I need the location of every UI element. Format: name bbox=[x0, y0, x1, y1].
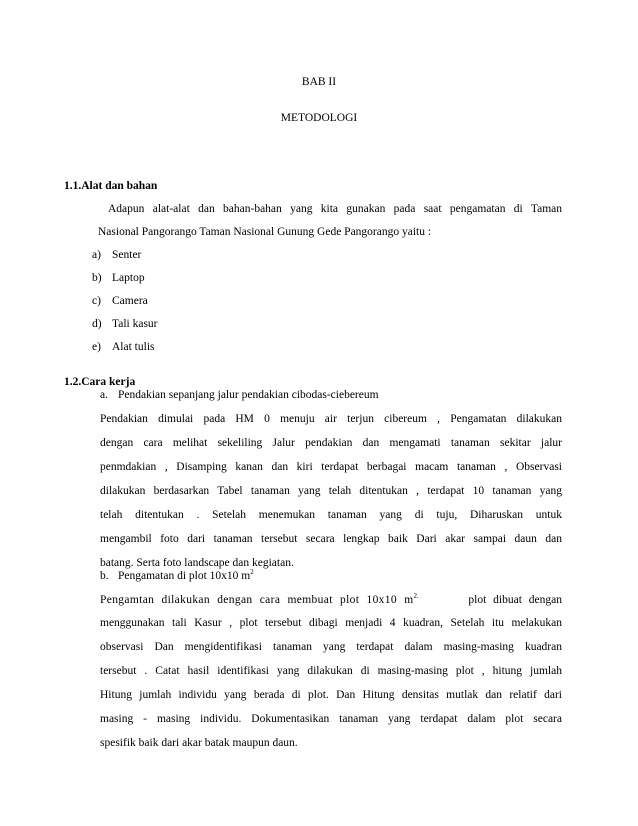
subsection-title-text: Pengamatan di plot 10x10 m bbox=[118, 570, 251, 582]
subsection-marker: b. bbox=[100, 570, 109, 582]
list-marker: e) bbox=[92, 341, 101, 353]
list-item: Camera bbox=[112, 295, 148, 307]
superscript: 2 bbox=[250, 568, 254, 576]
paragraph-line: dilakukan berdasarkan Tabel tanaman yang telah ditentukan , terdapat 10 tanaman yang bbox=[100, 485, 562, 497]
paragraph-line bbox=[100, 593, 562, 607]
list-item: Laptop bbox=[112, 272, 145, 284]
list-item: Alat tulis bbox=[112, 341, 155, 353]
list-marker: b) bbox=[92, 272, 102, 284]
superscript: 2. bbox=[413, 592, 419, 600]
subsection-title-b bbox=[118, 569, 254, 583]
paragraph-line: masing - masing individu. Dokumentasikan tanaman yang terdapat dalam plot secara bbox=[100, 713, 562, 725]
paragraph-text: Pengamtan dilakukan dengan cara membuat plot 10x10 m bbox=[100, 594, 414, 606]
paragraph-line: observasi Dan mengidentifikasi tanaman yang terdapat dalam masing-masing kuadran bbox=[100, 641, 562, 653]
paragraph-line: batang. Serta foto landscape dan kegiatan. bbox=[100, 557, 294, 569]
paragraph-line: menggunakan tali Kasur , plot tersebut dibagi menjadi 4 kuadran, Setelah itu melakukan bbox=[100, 617, 562, 629]
paragraph-line: penmdakian , Disamping kanan dan kiri terdapat berbagai macam tanaman , Observasi bbox=[100, 461, 562, 473]
paragraph-text: plot dibuat dengan bbox=[468, 594, 562, 606]
subsection-title-a: Pendakian sepanjang jalur pendakian cibodas-ciebereum bbox=[118, 389, 379, 401]
paragraph-line: tersebut . Catat hasil identifikasi yang dilakukan di masing-masing plot , hitung jumlah bbox=[100, 665, 562, 677]
paragraph-line: dengan cara melihat sekeliling Jalur pendakian dan mengamati tanaman sekitar jalur bbox=[100, 437, 562, 449]
paragraph-line: Pendakian dimulai pada HM 0 menuju air terjun cibereum , Pengamatan dilakukan bbox=[100, 413, 562, 425]
list-item: Senter bbox=[112, 249, 142, 261]
paragraph-line: mengambil foto dari tanaman tersebut secara lengkap baik Dari akar sampai daun dan bbox=[100, 533, 562, 545]
chapter-label: BAB II bbox=[301, 76, 337, 88]
list-marker: a) bbox=[92, 249, 101, 261]
list-marker: c) bbox=[92, 295, 101, 307]
paragraph-line: Adapun alat-alat dan bahan-bahan yang kita gunakan pada saat pengamatan di Taman bbox=[108, 203, 562, 215]
section-title-alat: 1.1.Alat dan bahan bbox=[64, 180, 158, 192]
paragraph-line: Nasional Pangorango Taman Nasional Gunung Gede Pangorango yaitu : bbox=[98, 226, 432, 238]
paragraph-line: telah ditentukan . Setelah menemukan tanaman yang di tuju, Diharuskan untuk bbox=[100, 509, 562, 521]
paragraph-line: spesifik baik dari akar batak maupun daun. bbox=[100, 737, 298, 749]
list-item: Tali kasur bbox=[112, 318, 158, 330]
subsection-marker: a. bbox=[100, 389, 108, 401]
section-title-cara-kerja: 1.2.Cara kerja bbox=[64, 376, 136, 388]
paragraph-line: Hitung jumlah individu yang berada di plot. Dan Hitung densitas mutlak dan relatif dari bbox=[100, 689, 562, 701]
list-marker: d) bbox=[92, 318, 102, 330]
chapter-title: METODOLOGI bbox=[280, 112, 358, 124]
